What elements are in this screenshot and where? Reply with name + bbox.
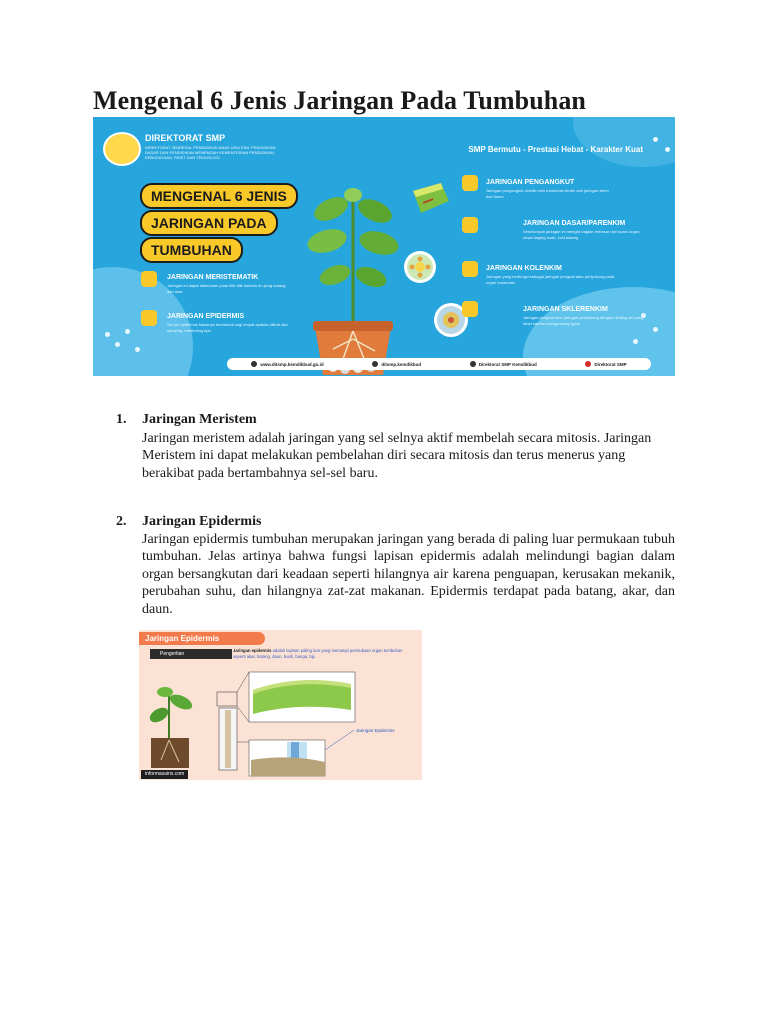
- list-number: 2.: [116, 514, 127, 529]
- list-item-heading: [116, 514, 261, 530]
- decor-dot: [653, 327, 658, 332]
- label-parenkim-desc: Sekelompok jaringan ini mengisi bagian terbesar dari suatu organ, misal daging buah, kulit batang: [523, 229, 641, 240]
- tagline: SMP Bermutu - Prestasi Hebat - Karakter Kuat: [468, 145, 643, 154]
- footer-youtube: Direktorat SMP: [585, 361, 626, 367]
- list-heading-text: Jaringan Meristem: [142, 412, 257, 427]
- epidermis-figure: [139, 630, 422, 780]
- label-meristematik-title: JARINGAN MERISTEMATIK: [167, 274, 259, 281]
- facebook-icon: [470, 361, 476, 367]
- label-marker: [462, 301, 478, 317]
- figure-definition-pill: Pengertian: [150, 649, 232, 659]
- instagram-icon: [372, 361, 378, 367]
- label-meristematik-desc: Jaringan ini dapat ditemukan pada titik-titik tumbuh di ujung batang dan akar: [167, 283, 286, 294]
- figure-label: Jaringan Epidermis: [356, 728, 395, 733]
- banner-title-line: TUMBUHAN: [140, 237, 243, 263]
- figure-definition: Jaringan epidermis adalah lapisan paling luar yang menutupi permukaan organ tumbuhan seperti akar, batang, daun, buah, bunga, biji.: [233, 648, 403, 659]
- org-name: DIREKTORAT SMP: [145, 133, 226, 143]
- label-kolenkim-title: JARINGAN KOLENKIM: [486, 265, 562, 272]
- label-parenkim-title: JARINGAN DASAR/PARENKIM: [523, 220, 626, 227]
- label-kolenkim-desc: Jaringan yang berfungsi sebagai jaringan penguat atau penyokong pada organ tumbuhan: [486, 274, 615, 285]
- label-marker: [462, 261, 478, 277]
- tut-wuri-handayani-logo: [103, 132, 141, 166]
- list-item-paragraph: Jaringan epidermis tumbuhan merupakan jaringan yang berada di paling luar permukaan tubuh tumbuhan. Jelas artinya bahwa fungsi lapisan epidermis adalah melindungi bagian dalam organ bersangkutan dari keadaan seperti hilangnya air karena penguapan, kerusakan mekanik, perubahan suhu, dan hilangnya zat-zat makanan. Epidermis terdapat pada batang, akar, dan daun.: [142, 532, 675, 617]
- list-item-heading: [116, 412, 257, 428]
- decor-dot: [115, 342, 120, 347]
- decor-dot: [633, 339, 638, 344]
- decor-dot: [105, 332, 110, 337]
- footer-website: www.ditsmp.kemdikbud.go.id: [251, 361, 323, 367]
- decor-blob: [573, 117, 675, 167]
- decor-dot: [135, 347, 140, 352]
- banner-footer: [227, 358, 651, 370]
- org-subtitle: DIREKTORAT JENDERAL PENDIDIKAN ANAK USIA DINI, PENDIDIKAN DASAR DAN PENDIDIKAN MENENGAH KEMENTERIAN PENDIDIKAN, KEBUDAYAAN, RISET DAN TEKNOLOGI: [145, 145, 276, 160]
- page-title: Mengenal 6 Jenis Jaringan Pada Tumbuhan: [93, 86, 586, 115]
- banner-title-line: MENGENAL 6 JENIS: [140, 183, 298, 209]
- epidermis-diagram: [139, 630, 422, 780]
- leaf-cross-section-image: [411, 181, 451, 215]
- decor-dot: [665, 147, 670, 152]
- list-item-paragraph: Jaringan meristem adalah jaringan yang sel selnya aktif membelah secara mitosis. Jaringan Meristem ini dapat melakukan pembelahan diri secara mitosis dan terus menerus yang berakibat pada bertambahnya sel-sel baru.: [142, 431, 652, 481]
- label-sklerenkim-desc: Jaringan penguat atau jaringan penyokong dengan dinding sel yang tebal karena mengandung lignin: [523, 315, 644, 326]
- figure-tag: Jaringan Epidermis: [139, 632, 265, 645]
- potted-plant-illustration: [303, 179, 403, 376]
- label-pengangkut-desc: Jaringan pengangkut dimiliki oleh tumbuhan terdiri dari jaringan xilem dan floem: [486, 188, 609, 199]
- label-marker: [141, 271, 157, 287]
- globe-icon: [251, 361, 257, 367]
- banner-title-line: JARINGAN PADA: [140, 210, 278, 236]
- figure-credit: informasains.com: [141, 770, 188, 779]
- list-number: 1.: [116, 412, 127, 427]
- label-marker: [462, 175, 478, 191]
- decor-dot: [125, 329, 130, 334]
- parenchyma-cross-section-image: [403, 250, 437, 284]
- footer-instagram: ditsmp.kemdikbud: [372, 361, 421, 367]
- infographic-banner: [93, 117, 675, 376]
- label-sklerenkim-title: JARINGAN SKLERENKIM: [523, 306, 608, 313]
- decor-dot: [653, 137, 658, 142]
- label-marker: [462, 217, 478, 233]
- list-heading-text: Jaringan Epidermis: [142, 514, 262, 529]
- youtube-icon: [585, 361, 591, 367]
- label-epidermis-title: JARINGAN EPIDERMIS: [167, 313, 245, 320]
- label-pengangkut-title: JARINGAN PENGANGKUT: [486, 179, 575, 186]
- footer-facebook: Direktorat SMP Kemdikbud: [470, 361, 537, 367]
- label-epidermis-desc: Sel-sel epidermis biasanya berbentuk segi empat apabila dilihat dari samping, berdinding tipis: [167, 322, 288, 333]
- label-marker: [141, 310, 157, 326]
